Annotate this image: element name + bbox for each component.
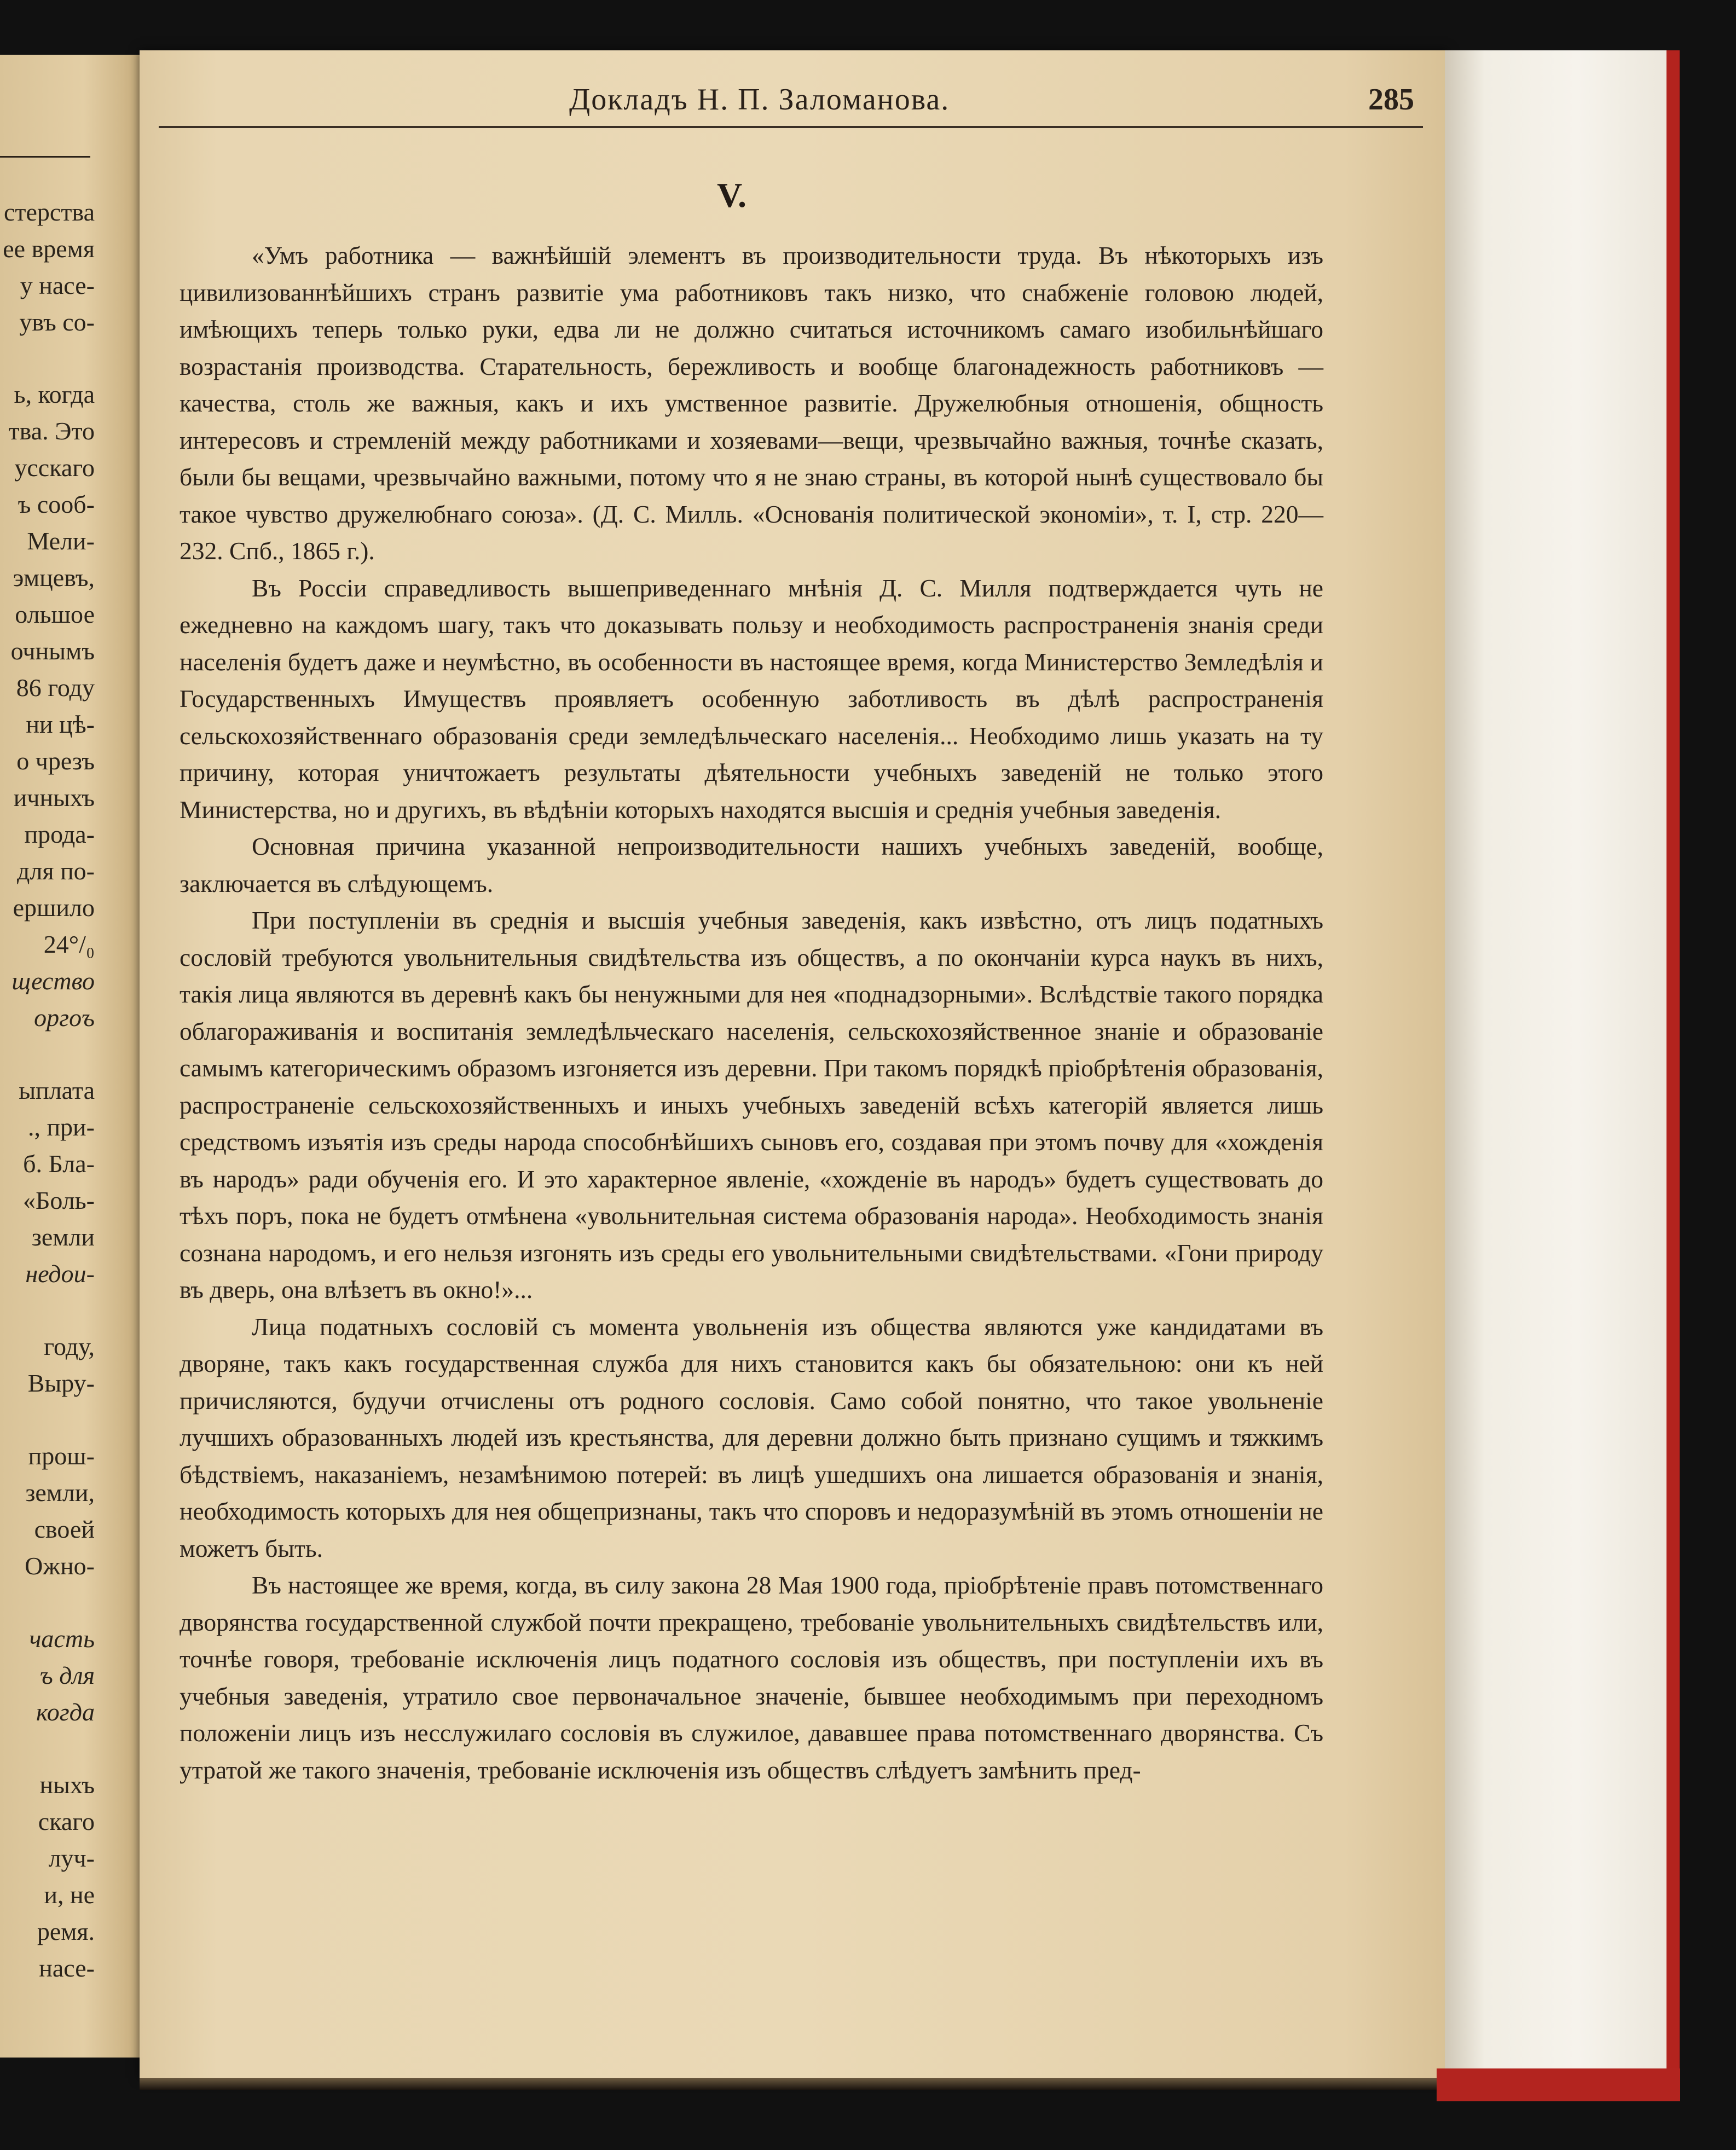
left-page-fragment: «Боль- [22,1186,95,1214]
left-page-fragment: насе- [39,1954,95,1982]
left-page-fragment: земли, [25,1479,95,1506]
left-page-fragment: усскаго [14,454,95,482]
left-page-fragment: ольшое [15,600,95,628]
left-page-fragment: Мели- [27,527,95,555]
left-page-fragment: у насе- [20,271,95,299]
left-page-fragment: Выру- [27,1369,95,1397]
left-page-fragment: скаго [38,1807,95,1835]
left-page-fragment: прода- [24,820,95,848]
left-page-fragment: очнымъ [10,637,95,665]
left-page-fragment: луч- [48,1844,95,1872]
left-page-fragment: стерства [4,198,95,226]
left-page-fragment: ъ сооб- [18,490,95,518]
left-page-fragment: часть [29,1625,95,1653]
left-page-fragment: 86 году [16,674,95,702]
header-rule [159,126,1423,128]
red-book-cover-bottom [1437,2068,1680,2101]
left-page-rule [0,156,90,158]
blank-pages-edge [1445,50,1666,2086]
left-page-fragment: прош- [28,1442,95,1470]
left-page-fragment: увъ со- [19,308,95,336]
paragraph: Въ Россіи справедливость вышеприведеннаго мнѣнія Д. С. Милля подтверждается чуть не ежедневно на каждомъ шагу, такъ что доказывать пользу и необходимость распространенія знанія среди населенія будетъ даже и неумѣстно, въ особенности въ настоящее время, когда Министерство Земледѣлія и Государственныхъ Имуществъ проявляетъ особенную заботливость въ дѣлѣ распространенія сельскохозяйственнаго образованія среди земледѣльческаго населенія... Необходимо лишь указать на ту причину, которая уничтожаетъ результаты дѣятельности учебныхъ заведеній не только этого Министерства, но и другихъ, въ вѣдѣніи которыхъ находятся высшія и среднія учебныя заведенія. [180,573,1323,824]
left-page-fragment: ее время [3,235,95,263]
left-page [0,55,140,2058]
left-page-fragment: б. Бла- [23,1150,95,1178]
left-page-fragment: ныхъ [39,1771,95,1799]
page-bottom-shadow [140,2078,1448,2090]
left-page-fragment: и, не [44,1881,95,1909]
left-page-fragment: году, [44,1332,95,1360]
left-page-fragment: 24°/₀ [43,930,95,958]
paragraph: При поступленіи въ среднія и высшія учебныя заведенія, какъ извѣстно, отъ лицъ податныхъ сословій требуются увольнительныя свидѣтельства изъ обществъ, а по окончаніи курса наукъ въ нихъ, такія лица являются въ деревнѣ какъ бы ненужными для нея «поднадзорными». Вслѣдствіе такого порядка облагораживанія и воспитанія земледѣльческаго населенія, сельскохозяйственное знаніе и образованіе самымъ категорическимъ образомъ изгоняется изъ деревни. При такомъ порядкѣ пріобрѣтенія образованія, распространеніе сельскохозяйственныхъ и иныхъ учебныхъ заведеній всѣхъ категорій является лишь средствомъ изъятія изъ среды народа способнѣйшихъ сыновъ его, создавая при этомъ почву для «хожденія въ народъ» ради обученія его. И это характерное явленіе, «хожденіе въ народъ» будетъ существовать до тѣхъ поръ, пока не будетъ отмѣнена «увольнительная система образованія народа». Необходимость знанія сознана народомъ, и его нельзя изгонять изъ среды его увольнительными свидѣтельствами. «Гони природу въ дверь, она влѣзетъ въ окно!»... [180,906,1323,1303]
running-title: Докладъ Н. П. Заломанова. [569,83,950,117]
paragraph: Основная причина указанной непроизводительности нашихъ учебныхъ заведеній, вообще, заключается въ слѣдующемъ. [180,832,1323,897]
paragraph: Въ настоящее же время, когда, въ силу закона 28 Мая 1900 года, пріобрѣтеніе правъ потомственнаго дворянства государственной службой почти прекращено, требованіе увольнительныхъ свидѣтельствъ или, точнѣе говоря, требованіе исключенія лицъ податного сословія изъ обществъ, при поступленіи ихъ въ учебныя заведенія, утратило свое первоначальное значеніе, бывшее необходимымъ при переходномъ положеніи лицъ изъ несслужилаго сословія въ служилое, дававшее права потомственнаго дворянства. Съ утратой же такого значенія, требованіе исключенія изъ обществъ слѣдуетъ замѣнить пред- [180,1571,1323,1784]
paragraph: «Умъ работника — важнѣйшій элементъ въ производительности труда. Въ нѣкоторыхъ изъ цивилизованнѣйшихъ странъ развитіе ума работниковъ такъ низко, что снабженіе головою людей, имѣющихъ теперь только руки, едва ли не должно считаться источникомъ самаго изобильнѣйшаго возрастанія производства. Старательность, бережливость и вообще благонадежность работниковъ — качества, столь же важныя, какъ и ихъ умственное развитіе. Дружелюбныя отношенія, общность интересовъ и стремленій между работниками и хозяевами—вещи, чрезвычайно важныя, точнѣе сказать, были бы вещами, чрезвычайно важными, потому что я не знаю страны, въ которой нынѣ существовало бы такое чувство дружелюбнаго союза». (Д. С. Милль. «Основанія политической экономіи», т. I, стр. 220—232. Спб., 1865 г.). [180,241,1323,565]
left-page-fragment: земли [31,1223,95,1251]
left-page-fragment: ь, когда [14,380,95,408]
left-page-fragment: ъ для [39,1661,95,1689]
section-numeral: V. [717,176,747,215]
left-page-fragment: для по- [17,857,95,885]
left-page-fragment: Ожно- [25,1552,95,1580]
body-text [180,237,1323,1788]
left-page-fragment: недои- [25,1260,95,1288]
left-page-fragment: ершило [13,894,95,922]
left-page-fragment: тва. Это [8,417,95,445]
left-page-fragment: эмцевъ, [13,564,95,592]
left-page-fragment: своей [34,1515,95,1543]
left-page-fragment: когда [36,1698,95,1726]
left-page-fragment: ремя. [37,1917,95,1945]
left-page-fragment: ни цѣ- [26,710,95,738]
page-number: 285 [1368,83,1414,117]
red-book-cover [1666,50,1680,2100]
left-page-fragment: ичныхъ [13,784,95,812]
left-page-fragment: ыплата [19,1076,95,1104]
paragraph: Лица податныхъ сословій съ момента увольненія изъ общества являются уже кандидатами въ дворяне, такъ какъ государственная служба для нихъ становится какъ бы обязательною: они къ ней причисляются, будучи отчислены отъ родного сословія. Само собой понятно, что такое увольненіе лучшихъ образованныхъ людей изъ крестьянства, для деревни должно быть признано сущимъ и тяжкимъ бѣдствіемъ, наказаніемъ, незамѣнимою потерей: въ лицѣ ушедшихъ она лишается образованія и знанія, необходимость которыхъ для нея общепризнаны, такъ что споровъ и недоразумѣній въ этомъ отношеніи не можетъ быть. [180,1312,1323,1562]
left-page-fragment: ., при- [27,1113,95,1141]
left-page-fragment: оргоъ [34,1004,95,1031]
left-page-fragment: щество [11,967,95,995]
left-page-fragment: о чрезъ [16,747,95,775]
running-head [140,82,1461,115]
